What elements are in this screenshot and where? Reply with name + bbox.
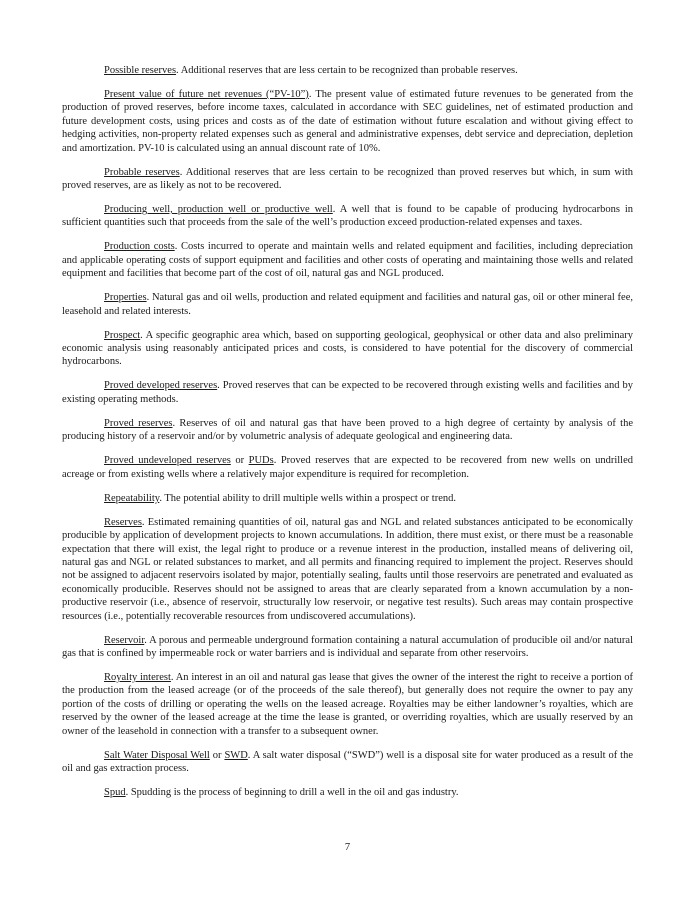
glossary-entry [62,291,633,318]
glossary-entry [62,240,633,280]
glossary-term: Reservoir [104,634,145,646]
glossary-entry [62,329,633,369]
glossary-definition: . Reserves of oil and natural gas that have been proved to a high degree of certainty by analysis of the producing history of a reservoir and/or by volumetric analysis of adequate geological and engineering data. [62,417,633,443]
glossary-definition: . Costs incurred to operate and maintain wells and related equipment and facilities, including depreciation and applicable operating costs of support equipment and facilities and other costs of operating and maintaining those wells and related equipment and facilities that become part of the cost of oil, natural gas and NGL produced. [62,241,633,280]
glossary-entry [62,203,633,230]
glossary-term: Probable reserves [104,166,180,178]
glossary-term: Producing well, production well or productive well [104,204,333,216]
glossary-term: Salt Water Disposal Well [104,749,210,761]
glossary-definition: . Additional reserves that are less certain to be recognized than probable reserves. [176,65,518,76]
glossary-entry [62,64,633,77]
term-joiner: or [230,455,249,467]
glossary-definition: . A specific geographic area which, based on supporting geological, geophysical or other data and also preliminary economic analysis using reasonably anticipated prices and costs, is considered to have potential for the discovery of commercial hydrocarbons. [62,329,633,368]
glossary-term: Reserves [104,516,142,528]
glossary-term-alt: PUDs [248,455,274,467]
glossary-term: Possible reserves [104,65,177,76]
glossary-definition: . A salt water disposal (“SWD”) well is a disposal site for water produced as a result of the oil and gas extraction process. [62,749,634,774]
glossary-entry [62,379,633,406]
page-number: 7 [344,842,351,853]
glossary-term-alt: SWD [224,749,248,761]
glossary-term: Present value of future net revenues (“PV-10”) [104,89,309,100]
glossary-term: Properties [104,292,147,304]
glossary-entry [62,454,633,481]
glossary-entry [62,417,633,444]
glossary-entry [62,671,633,738]
glossary-term: Spud [104,786,126,798]
glossary-term: Proved developed reserves [104,380,218,392]
glossary-definition: . The present value of estimated future revenues to be generated from the production of proved reserves, before income taxes, calculated in accordance with SEC guidelines, net of estimated production and future development costs, using prices and costs as of the date of estimation without future escalation and without giving effect to hedging activities, non-property related expenses such as general and administrative expenses, debt service and depreciation, depletion and amortization. PV-10 is calculated using an annual discount rate of 10%. [62,89,633,154]
glossary-entry [62,166,633,193]
glossary-entry [62,634,633,661]
glossary-definition: . Proved reserves that can be expected to be recovered through existing wells and facilities and by existing operating methods. [62,380,633,405]
glossary-list [62,64,633,799]
glossary-term: Proved reserves [104,417,173,429]
glossary-term: Royalty interest [104,671,171,683]
term-joiner: or [209,749,225,761]
glossary-definition: . Natural gas and oil wells, production and related equipment and facilities and natural gas, oil or other mineral fee, leasehold and related interests. [62,292,633,317]
glossary-entry [62,492,633,505]
glossary-definition: . A well that is found to be capable of producing hydrocarbons in sufficient quantities such that proceeds from the sale of the well’s production exceed production-related expenses and taxes. [62,204,633,229]
glossary-definition: . A porous and permeable underground formation containing a natural accumulation of producible oil and/or natural gas that is confined by impermeable rock or water barriers and is individual and separate from other reservoirs. [62,634,633,659]
glossary-definition: . Estimated remaining quantities of oil, natural gas and NGL and related substances anticipated to be economically producible by application of development projects to known accumulations. In addition, there must exist, or there must be a reasonable expectation that there will exist, the legal right to produce or a revenue interest in the production, installed means of delivering oil, natural gas and NGL or related substances to market, and all permits and financing required to implement the project. Reserves should not be assigned to adjacent reservoirs isolated by major, potentially sealing, faults until those reservoirs are penetrated and evaluated as economically producible. Reserves should not be assigned to areas that are clearly separated from a known accumulation by a non-productive reservoir (i.e., absence of reservoir, structurally low reservoir, or negative test results). Such areas may contain prospective resources (i.e., potentially recoverable resources from undiscovered accumulations). [62,516,633,622]
glossary-term: Repeatability [104,492,160,504]
glossary-definition: . Additional reserves that are less certain to be recognized than proved reserves but which, in sum with proved reserves, are as likely as not to be recovered. [62,166,633,192]
glossary-definition: . An interest in an oil and natural gas lease that gives the owner of the interest the right to receive a portion of the production from the leased acreage (or of the proceeds of the sale thereof), but generally does not require the owner to pay any portion of the costs of drilling or operating the wells on the leased acreage. Royalties may be either landowner’s royalties, which are reserved by the owner of the leased acreage at the time the lease is granted, or overriding royalties, which are usually reserved by an owner of the leasehold in connection with a transfer to a subsequent owner. [62,671,633,737]
glossary-term: Prospect [104,329,141,341]
glossary-definition: . Spudding is the process of beginning to drill a well in the oil and gas industry. [125,786,459,798]
glossary-term: Production costs [104,241,175,253]
glossary-entry [62,786,633,799]
glossary-entry [62,749,633,776]
glossary-definition: . Proved reserves that are expected to be recovered from new wells on undrilled acreage or from existing wells where a relatively major expenditure is required for recompletion. [62,455,633,480]
glossary-term: Proved undeveloped reserves [104,455,231,467]
glossary-definition: . The potential ability to drill multiple wells within a prospect or trend. [159,492,456,504]
glossary-entry [62,516,633,623]
glossary-entry [62,88,633,155]
